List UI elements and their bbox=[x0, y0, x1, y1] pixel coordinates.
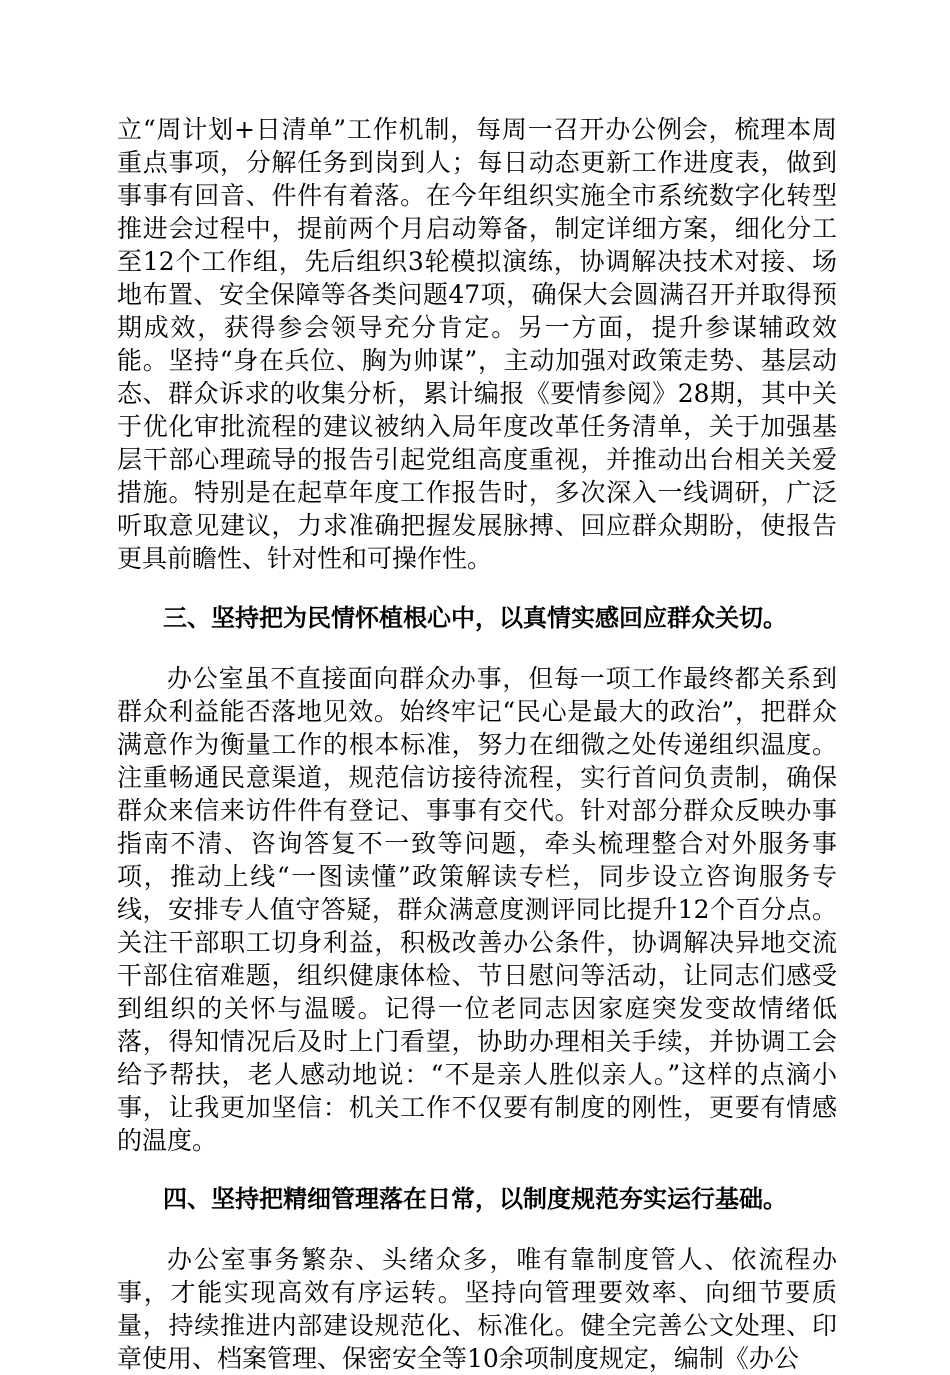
body-paragraph: 办公室事务繁杂、头绪众多，唯有靠制度管人、依流程办事，才能实现高效有序运转。坚持向管理要效率、向细节要质量，持续推进内部建设规范化、标准化。健全完善公文处理、印章使用、档案管理、保密安全等10余项制度规定，编制《办公 bbox=[117, 1245, 837, 1373]
body-paragraph: 立“周计划+日清单”工作机制，每周一召开办公例会，梳理本周重点事项，分解任务到岗到人；每日动态更新工作进度表，做到事事有回音、件件有着落。在今年组织实施全市系统数字化转型推进会过程中，提前两个月启动筹备，制定详细方案，细化分工至12个工作组，先后组织3轮模拟演练，协调解决技术对接、场地布置、安全保障等各类问题47项，确保大会圆满召开并取得预期成效，获得参会领导充分肯定。另一方面，提升参谋辅政效能。坚持“身在兵位、胸为帅谋”，主动加强对政策走势、基层动态、群众诉求的收集分析，累计编报《要情参阅》28期，其中关于优化审批流程的建议被纳入局年度改革任务清单，关于加强基层干部心理疏导的报告引起党组高度重视，并推动出台相关关爱措施。特别是在起草年度工作报告时，多次深入一线调研，广泛听取意见建议，力求准确把握发展脉搏、回应群众期盼，使报告更具前瞻性、针对性和可操作性。 bbox=[117, 115, 837, 573]
document-page bbox=[117, 113, 837, 1375]
body-paragraph: 办公室虽不直接面向群众办事，但每一项工作最终都关系到群众利益能否落地见效。始终牢记“民心是最大的政治”，把群众满意作为衡量工作的根本标准，努力在细微之处传递组织温度。注重畅通民意渠道，规范信访接待流程，实行首问负责制，确保群众来信来访件件有登记、事事有交代。针对部分群众反映办事指南不清、咨询答复不一致等问题，牵头梳理整合对外服务事项，推动上线“一图读懂”政策解读专栏，同步设立咨询服务专线，安排专人值守答疑，群众满意度测评同比提升12个百分点。关注干部职工切身利益，积极改善办公条件，协调解决异地交流干部住宿难题，组织健康体检、节日慰问等活动，让同志们感受到组织的关怀与温暖。记得一位老同志因家庭突发变故情绪低落，得知情况后及时上门看望，协助办理相关手续，并协调工会给予帮扶，老人感动地说：“不是亲人胜似亲人。”这样的点滴小事，让我更加坚信：机关工作不仅要有制度的刚性，更要有情感的温度。 bbox=[117, 664, 837, 1155]
section-heading: 四、坚持把精细管理落在日常，以制度规范夯实运行基础。 bbox=[163, 1185, 787, 1213]
section-heading: 三、坚持把为民情怀植根心中，以真情实感回应群众关切。 bbox=[163, 604, 787, 632]
